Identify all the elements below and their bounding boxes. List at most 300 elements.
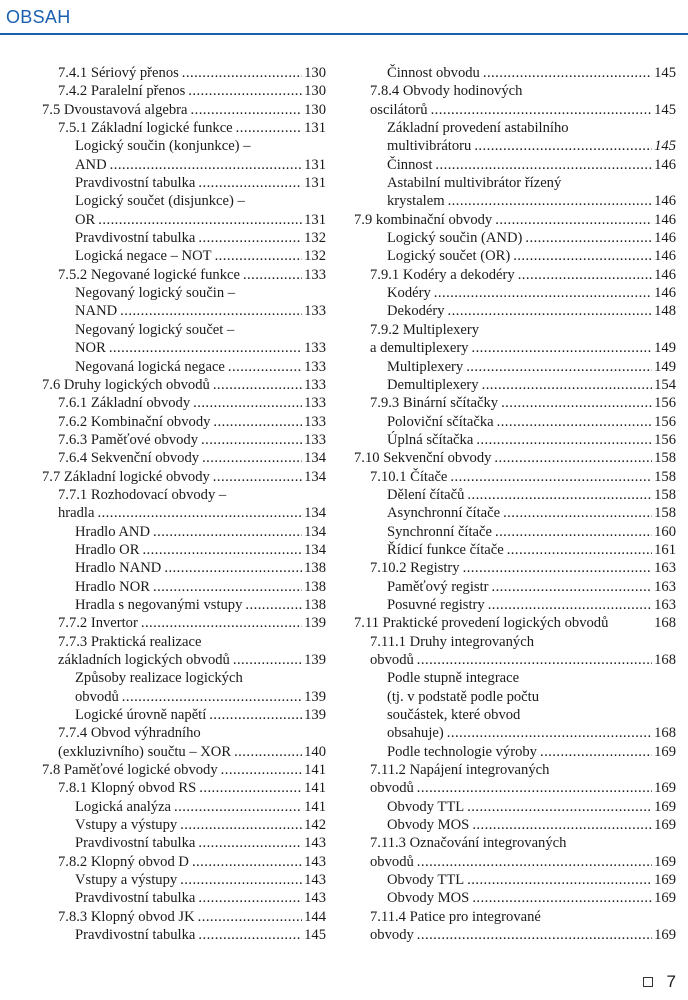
toc-entry-label: hradla bbox=[58, 505, 95, 522]
toc-entry-page: 160 bbox=[654, 523, 676, 540]
toc-entry bbox=[354, 82, 676, 100]
toc-entry bbox=[354, 578, 676, 596]
dot-leader bbox=[460, 559, 652, 577]
square-bullet-icon bbox=[643, 977, 653, 987]
toc-entry-label: 7.9.3 Binární sčítačky bbox=[370, 395, 499, 412]
toc-entry-page: 133 bbox=[304, 303, 326, 320]
dot-leader bbox=[464, 871, 652, 889]
dot-leader bbox=[492, 211, 652, 229]
toc-entry-label: Kodéry bbox=[387, 285, 431, 302]
toc-entry-label: obvodů bbox=[370, 652, 414, 668]
toc-entry bbox=[354, 798, 676, 816]
toc-entry-label: 7.7.4 Obvod výhradního bbox=[58, 725, 201, 742]
toc-entry-page: 144 bbox=[304, 908, 326, 925]
toc-entry bbox=[42, 174, 326, 192]
toc-entry-page: 146 bbox=[654, 285, 676, 302]
toc-entry-page: 163 bbox=[654, 596, 676, 613]
toc-entry-page: 140 bbox=[304, 743, 326, 760]
toc-entry-label: Posuvné registry bbox=[387, 596, 485, 613]
toc-entry-label: základních logických obvodů bbox=[58, 652, 230, 668]
toc-entry-label: Negovaný logický součet – bbox=[75, 321, 235, 338]
dot-leader bbox=[195, 889, 302, 907]
dot-leader bbox=[195, 174, 302, 192]
dot-leader bbox=[185, 82, 302, 100]
toc-entry-label: 7.8.2 Klopný obvod D bbox=[58, 853, 189, 870]
dot-leader bbox=[177, 871, 302, 889]
toc-entry-page: 139 bbox=[304, 688, 326, 705]
toc-entry bbox=[42, 889, 326, 907]
toc-entry-page: 143 bbox=[304, 835, 326, 852]
dot-leader bbox=[206, 706, 302, 724]
toc-entry bbox=[354, 321, 676, 339]
toc-entry-label: Logický součet (disjunkce) – bbox=[75, 193, 245, 210]
dot-leader bbox=[468, 339, 652, 357]
dot-leader bbox=[117, 302, 302, 320]
toc-entry-page: 146 bbox=[654, 248, 676, 265]
page-header bbox=[0, 0, 688, 40]
dot-leader bbox=[494, 413, 652, 431]
toc-entry-page: 133 bbox=[304, 376, 326, 393]
toc-entry bbox=[354, 101, 676, 119]
toc-entry-page: 142 bbox=[304, 817, 326, 834]
toc-entry bbox=[354, 394, 676, 412]
toc-entry bbox=[354, 266, 676, 284]
toc-entry-page: 156 bbox=[654, 431, 676, 448]
toc-left-column bbox=[42, 64, 326, 945]
dot-leader bbox=[106, 339, 302, 357]
dot-leader bbox=[491, 449, 652, 467]
toc-entry bbox=[354, 504, 676, 522]
toc-entry-page: 161 bbox=[654, 541, 676, 558]
toc-entry-label: 7.10.2 Registry bbox=[370, 560, 460, 577]
toc-entry bbox=[354, 137, 676, 155]
dot-leader bbox=[414, 651, 652, 669]
toc-entry-page: 158 bbox=[654, 505, 676, 522]
dot-leader bbox=[445, 302, 652, 320]
dot-leader bbox=[231, 743, 302, 761]
toc-entry bbox=[42, 779, 326, 797]
toc-entry bbox=[42, 504, 326, 522]
toc-entry bbox=[354, 908, 676, 926]
toc-entry bbox=[42, 834, 326, 852]
dot-leader bbox=[199, 449, 302, 467]
toc-entry-page: 134 bbox=[304, 468, 326, 485]
dot-leader bbox=[195, 834, 302, 852]
dot-leader bbox=[150, 578, 302, 596]
dot-leader bbox=[210, 468, 302, 486]
toc-entry bbox=[354, 614, 676, 632]
toc-entry-page: 143 bbox=[304, 890, 326, 907]
toc-entry bbox=[354, 816, 676, 834]
toc-entry bbox=[42, 743, 326, 761]
dot-leader bbox=[195, 229, 302, 247]
toc-entry-page: 169 bbox=[654, 872, 676, 889]
toc-entry-label: Multiplexery bbox=[387, 358, 464, 375]
toc-entry bbox=[354, 229, 676, 247]
toc-entry bbox=[354, 706, 676, 724]
toc-entry-page: 131 bbox=[304, 175, 326, 192]
toc-entry bbox=[354, 486, 676, 504]
toc-entry bbox=[354, 559, 676, 577]
toc-entry-label: 7.11.1 Druhy integrovaných bbox=[370, 633, 535, 650]
toc-entry bbox=[354, 761, 676, 779]
toc-entry-page: 146 bbox=[654, 230, 676, 247]
toc-entry-page: 130 bbox=[304, 101, 326, 118]
toc-entry bbox=[42, 156, 326, 174]
toc-entry-label: Astabilní multivibrátor řízený bbox=[387, 175, 562, 192]
toc-entry bbox=[354, 633, 676, 651]
toc-entry-label: NAND bbox=[75, 303, 118, 320]
toc-entry-page: 163 bbox=[654, 578, 676, 595]
toc-entry bbox=[42, 614, 326, 632]
toc-entry-page: 133 bbox=[304, 413, 326, 430]
dot-leader bbox=[428, 101, 652, 119]
toc-entry-page: 149 bbox=[654, 340, 676, 357]
toc-entry bbox=[42, 761, 326, 779]
toc-entry-page: 143 bbox=[304, 853, 326, 870]
toc-entry-label: Pravdivostní tabulka bbox=[75, 835, 196, 852]
toc-entry-label: AND bbox=[75, 156, 107, 173]
toc-entry bbox=[42, 284, 326, 302]
dot-leader bbox=[463, 358, 652, 376]
dot-leader bbox=[218, 761, 302, 779]
toc-entry-label: Logický součet (OR) bbox=[387, 248, 511, 265]
dot-leader bbox=[212, 247, 302, 265]
toc-entry-label: 7.9.2 Multiplexery bbox=[370, 321, 480, 338]
dot-leader bbox=[504, 541, 652, 559]
toc-entry-label: 7.7.2 Invertor bbox=[58, 615, 138, 632]
toc-entry-label: 7.8.1 Klopný obvod RS bbox=[58, 780, 197, 797]
toc-entry bbox=[42, 908, 326, 926]
toc-entry-page: 169 bbox=[654, 817, 676, 834]
header-title: OBSAH bbox=[6, 7, 71, 27]
toc-entry bbox=[42, 706, 326, 724]
toc-entry-page: 146 bbox=[654, 193, 676, 210]
dot-leader bbox=[522, 229, 652, 247]
dot-leader bbox=[177, 816, 302, 834]
toc-entry bbox=[42, 541, 326, 559]
toc-entry bbox=[354, 302, 676, 320]
toc-entry bbox=[354, 853, 676, 871]
toc-entry-label: Obvody TTL bbox=[387, 798, 465, 815]
toc-entry bbox=[42, 64, 326, 82]
dot-leader bbox=[500, 504, 652, 522]
toc-entry-page: 168 bbox=[654, 652, 676, 668]
toc-entry-page: 131 bbox=[304, 211, 326, 228]
toc-entry-label: NOR bbox=[75, 340, 106, 357]
toc-entry-page: 154 bbox=[654, 376, 676, 393]
toc-entry-label: obsahuje) bbox=[387, 725, 444, 742]
toc-entry-label: 7.5 Dvoustavová algebra bbox=[42, 101, 188, 118]
toc-entry bbox=[42, 633, 326, 651]
toc-entry-page: 134 bbox=[304, 523, 326, 540]
toc-entry-page: 139 bbox=[304, 615, 326, 632]
toc-entry-label: 7.7.1 Rozhodovací obvody – bbox=[58, 486, 227, 503]
toc-entry bbox=[354, 523, 676, 541]
toc-entry bbox=[42, 321, 326, 339]
toc-entry bbox=[42, 376, 326, 394]
toc-entry-page: 169 bbox=[654, 853, 676, 870]
toc-entry bbox=[42, 926, 326, 944]
toc-entry bbox=[354, 541, 676, 559]
toc-entry-label: Dělení čítačů bbox=[387, 486, 465, 503]
toc-entry bbox=[42, 871, 326, 889]
toc-entry-label: součástek, které obvod bbox=[387, 707, 521, 724]
toc-entry-label: 7.9.1 Kodéry a dekodéry bbox=[370, 266, 515, 283]
toc-entry-page: 146 bbox=[654, 156, 676, 173]
dot-leader bbox=[414, 926, 652, 944]
toc-entry-page: 169 bbox=[654, 890, 676, 907]
toc-entry-label: 7.11.4 Patice pro integrované bbox=[370, 908, 541, 925]
toc-entry-page: 134 bbox=[304, 541, 326, 558]
toc-entry-label: 7.7 Základní logické obvody bbox=[42, 468, 210, 485]
toc-entry-label: 7.10 Sekvenční obvody bbox=[354, 450, 492, 467]
toc-entry bbox=[42, 358, 326, 376]
toc-entry-page: 139 bbox=[304, 652, 326, 668]
toc-entry bbox=[42, 119, 326, 137]
toc-entry-label: obvodů bbox=[75, 688, 119, 705]
toc-entry-label: Vstupy a výstupy bbox=[75, 872, 178, 889]
dot-leader bbox=[498, 394, 652, 412]
toc-entry bbox=[42, 247, 326, 265]
toc-entry-label: 7.10.1 Čítače bbox=[370, 468, 448, 485]
toc-entry-label: Činnost bbox=[387, 156, 433, 173]
dot-leader bbox=[195, 908, 302, 926]
dot-leader bbox=[537, 743, 652, 761]
toc-entry bbox=[354, 834, 676, 852]
dot-leader bbox=[189, 853, 302, 871]
toc-entry bbox=[42, 724, 326, 742]
toc-entry-page: 131 bbox=[304, 156, 326, 173]
toc-entry-label: Negovaný logický součin – bbox=[75, 285, 236, 302]
toc-entry bbox=[42, 229, 326, 247]
toc-entry-label: 7.8.3 Klopný obvod JK bbox=[58, 908, 195, 925]
toc-entry-label: 7.7.3 Praktická realizace bbox=[58, 633, 202, 650]
page-number: 7 bbox=[666, 972, 676, 991]
dot-leader bbox=[94, 504, 302, 522]
toc-entry bbox=[42, 211, 326, 229]
dot-leader bbox=[447, 468, 652, 486]
toc-entry bbox=[42, 559, 326, 577]
toc-entry-label: (exkluzivního) součtu – XOR bbox=[58, 743, 232, 760]
toc-entry bbox=[354, 192, 676, 210]
dot-leader bbox=[171, 798, 302, 816]
toc-entry-label: Hradlo NOR bbox=[75, 578, 150, 595]
toc-entry-label: 7.5.2 Negované logické funkce bbox=[58, 266, 240, 283]
toc-entry bbox=[354, 688, 676, 706]
toc-entry bbox=[42, 413, 326, 431]
toc-entry-page: 148 bbox=[654, 303, 676, 320]
toc-entry bbox=[354, 468, 676, 486]
toc-entry-page: 169 bbox=[654, 798, 676, 815]
toc-entry bbox=[42, 578, 326, 596]
toc-entry-label: Hradlo NAND bbox=[75, 560, 162, 577]
toc-entry bbox=[354, 779, 676, 797]
toc-entry-page: 156 bbox=[654, 413, 676, 430]
toc-entry-label: Hradlo AND bbox=[75, 523, 150, 540]
dot-leader bbox=[480, 64, 652, 82]
toc-entry-page: 133 bbox=[304, 266, 326, 283]
dot-leader bbox=[188, 101, 303, 119]
toc-entry-label: 7.8 Paměťové logické obvody bbox=[42, 762, 218, 779]
toc-entry-page: 163 bbox=[654, 560, 676, 577]
dot-leader bbox=[464, 798, 652, 816]
toc-entry-label: Řídicí funkce čítače bbox=[387, 541, 504, 558]
toc-entry-label: Negovaná logická negace bbox=[75, 358, 225, 375]
toc-entry-page: 143 bbox=[304, 872, 326, 889]
toc-entry bbox=[354, 284, 676, 302]
toc-entry-label: Logické úrovně napětí bbox=[75, 707, 207, 724]
dot-leader bbox=[469, 889, 652, 907]
toc-entry-label: 7.6.1 Základní obvody bbox=[58, 395, 191, 412]
toc-entry-label: 7.11 Praktické provedení logických obvodů bbox=[354, 615, 609, 632]
toc-entry-label: krystalem bbox=[387, 193, 445, 210]
dot-leader bbox=[469, 816, 652, 834]
toc-entry-label: Obvody TTL bbox=[387, 872, 465, 889]
dot-leader bbox=[431, 284, 652, 302]
toc-entry bbox=[42, 688, 326, 706]
toc-entry-page: 130 bbox=[304, 65, 326, 81]
toc-entry-page: 168 bbox=[654, 615, 676, 632]
dot-leader bbox=[107, 156, 302, 174]
toc-entry-label: Pravdivostní tabulka bbox=[75, 890, 196, 907]
toc-entry-label: Základní provedení astabilního bbox=[387, 120, 569, 137]
dot-leader bbox=[464, 486, 652, 504]
toc-entry-page: 156 bbox=[654, 395, 676, 412]
dot-leader bbox=[95, 211, 302, 229]
toc-entry-label: 7.4.1 Sériový přenos bbox=[58, 65, 179, 81]
toc-entry-label: Poloviční sčítačka bbox=[387, 413, 494, 430]
toc-entry-page: 145 bbox=[654, 138, 676, 155]
toc-entry-page: 169 bbox=[654, 780, 676, 797]
toc-entry bbox=[42, 816, 326, 834]
toc-entry-page: 133 bbox=[304, 340, 326, 357]
toc-entry bbox=[354, 724, 676, 742]
toc-entry bbox=[354, 358, 676, 376]
toc-entry-page: 146 bbox=[654, 266, 676, 283]
toc-entry bbox=[354, 596, 676, 614]
toc-entry-page: 141 bbox=[304, 780, 326, 797]
dot-leader bbox=[492, 523, 652, 541]
toc-entry-page: 158 bbox=[654, 468, 676, 485]
toc-entry-page: 134 bbox=[304, 505, 326, 522]
toc-entry bbox=[42, 137, 326, 155]
toc-entry bbox=[42, 431, 326, 449]
toc-entry-label: Úplná sčítačka bbox=[387, 431, 474, 448]
toc-entry-page: 133 bbox=[304, 395, 326, 412]
toc-entry-page: 141 bbox=[304, 798, 326, 815]
toc-entry-page: 168 bbox=[654, 725, 676, 742]
toc-entry-page: 131 bbox=[304, 120, 326, 137]
toc-entry-label: Logická analýza bbox=[75, 798, 172, 815]
dot-leader bbox=[240, 266, 302, 284]
dot-leader bbox=[190, 394, 302, 412]
toc-entry bbox=[354, 889, 676, 907]
toc-entry bbox=[354, 926, 676, 944]
toc-entry-page: 145 bbox=[654, 101, 676, 118]
toc-entry-label: 7.5.1 Základní logické funkce bbox=[58, 120, 233, 137]
toc-entry bbox=[354, 431, 676, 449]
toc-entry bbox=[354, 376, 676, 394]
toc-entry bbox=[42, 486, 326, 504]
toc-entry bbox=[354, 871, 676, 889]
toc-entry-page: 158 bbox=[654, 450, 676, 467]
toc-entry-label: obvody bbox=[370, 927, 414, 944]
toc-entry bbox=[354, 449, 676, 467]
dot-leader bbox=[210, 413, 302, 431]
toc-entry-label: (tj. v podstatě podle počtu bbox=[387, 688, 539, 705]
toc-entry-label: Obvody MOS bbox=[387, 890, 470, 907]
dot-leader bbox=[179, 64, 302, 82]
toc-entry-label: multivibrátoru bbox=[387, 138, 472, 155]
dot-leader bbox=[198, 431, 302, 449]
dot-leader bbox=[210, 376, 302, 394]
toc-entry-label: Obvody MOS bbox=[387, 817, 470, 834]
toc-entry-label: obvodů bbox=[370, 853, 414, 870]
toc-entry-label: Hradlo OR bbox=[75, 541, 140, 558]
toc-entry-label: a demultiplexery bbox=[370, 340, 469, 357]
toc-entry-label: Hradla s negovanými vstupy bbox=[75, 596, 243, 613]
dot-leader bbox=[510, 247, 652, 265]
toc-entry-page: 134 bbox=[304, 450, 326, 467]
toc-entry-label: 7.6 Druhy logických obvodů bbox=[42, 376, 210, 393]
toc-entry bbox=[42, 192, 326, 210]
toc-entry bbox=[354, 64, 676, 82]
dot-leader bbox=[230, 651, 302, 669]
toc-entry-page: 130 bbox=[304, 83, 326, 100]
toc-entry-label: 7.9 kombinační obvody bbox=[354, 211, 493, 228]
toc-entry bbox=[42, 394, 326, 412]
dot-leader bbox=[445, 192, 652, 210]
toc-entry-label: OR bbox=[75, 211, 96, 228]
toc-entry bbox=[42, 339, 326, 357]
toc-right-column bbox=[354, 64, 676, 945]
toc-entry-label: Asynchronní čítače bbox=[387, 505, 501, 522]
dot-leader bbox=[485, 596, 652, 614]
toc-entry-page: 132 bbox=[304, 248, 326, 265]
page-footer bbox=[643, 972, 676, 992]
toc-entry bbox=[354, 651, 676, 669]
toc-entry-page: 139 bbox=[304, 707, 326, 724]
toc-entry-page: 146 bbox=[654, 211, 676, 228]
toc-entry-label: Logický součin (konjunkce) – bbox=[75, 138, 251, 155]
toc-entry bbox=[42, 523, 326, 541]
toc-entry-label: oscilátorů bbox=[370, 101, 428, 118]
dot-leader bbox=[196, 779, 302, 797]
toc-entry bbox=[42, 651, 326, 669]
dot-leader bbox=[471, 137, 652, 155]
toc-entry-label: Pravdivostní tabulka bbox=[75, 230, 196, 247]
toc-entry-label: Logický součin (AND) bbox=[387, 230, 523, 247]
toc-entry bbox=[354, 247, 676, 265]
toc-entry-label: Logická negace – NOT bbox=[75, 248, 212, 265]
toc-entry bbox=[42, 266, 326, 284]
toc-entry-page: 145 bbox=[304, 927, 326, 944]
toc-entry bbox=[354, 174, 676, 192]
toc-entry-label: Paměťový registr bbox=[387, 578, 489, 595]
toc-entry-page: 145 bbox=[654, 65, 676, 81]
toc-entry bbox=[42, 101, 326, 119]
dot-leader bbox=[414, 779, 652, 797]
toc-entry-label: Vstupy a výstupy bbox=[75, 817, 178, 834]
toc-entry bbox=[42, 669, 326, 687]
dot-leader bbox=[150, 523, 302, 541]
toc-entry-page: 132 bbox=[304, 230, 326, 247]
toc-entry bbox=[354, 413, 676, 431]
toc-entry bbox=[42, 449, 326, 467]
dot-leader bbox=[488, 578, 652, 596]
toc-entry bbox=[42, 853, 326, 871]
